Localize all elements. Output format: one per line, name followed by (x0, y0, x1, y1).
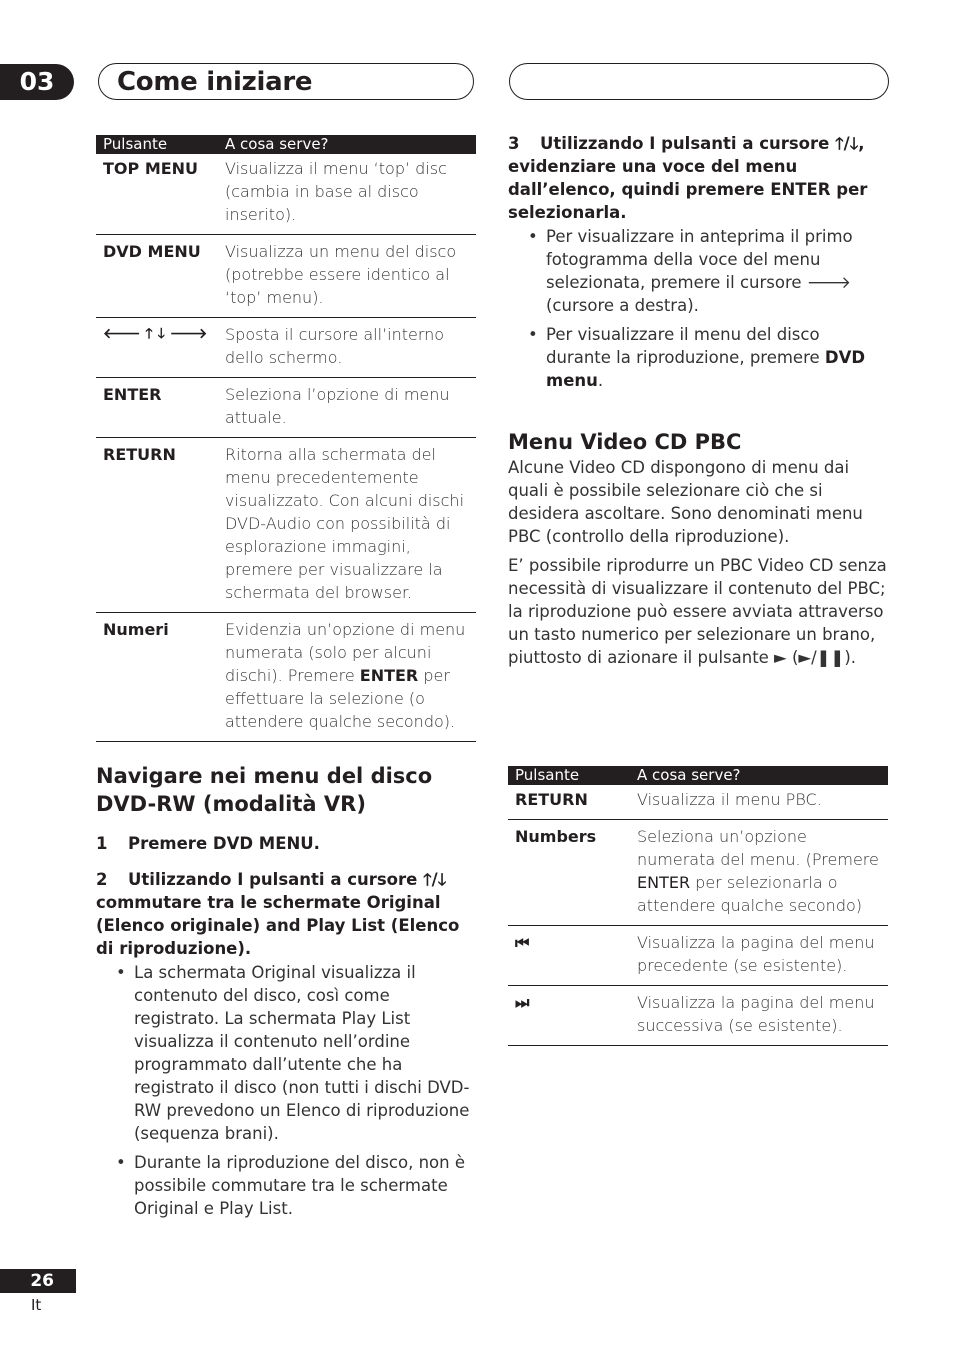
header-empty-box (509, 63, 889, 100)
bullet-list-vr (96, 961, 476, 1220)
table-row (96, 154, 476, 235)
chapter-number: 03 (0, 64, 74, 100)
desc-previous: Visualizza la pagina del menu precedente (se esistente). (637, 933, 875, 975)
chapter-title-box (98, 63, 474, 100)
page-number: 26 (0, 1269, 76, 1293)
desc-numbers: Seleziona un’opzione numerata del menu. (Premere ENTER per selezionarla o attendere qualche secondo) (637, 827, 879, 915)
next-icon: ⏭ (515, 993, 530, 1012)
section-heading-vr: Navigare nei menu del disco DVD-RW (modalità VR) (96, 764, 433, 816)
desc-return: Ritorna alla schermata del menu precedentemente visualizzato. Con alcuni dischi DVD-Audio con possibilità di esplorazione immagini, premere per visualizzare la schermata del browser. (225, 445, 465, 602)
table-row (96, 613, 476, 742)
table-row (96, 438, 476, 613)
arrow-keys-icon: 🡐 🡑 🡓 🡒 (103, 326, 208, 342)
section-pbc (508, 428, 888, 675)
button-table-1 (96, 135, 476, 742)
chapter-title: Come iniziare (117, 67, 313, 97)
desc-dvd-menu: Visualizza un menu del disco (potrebbe essere identico al ‘top’ menu). (225, 242, 457, 307)
bullet-list-step3 (508, 225, 888, 392)
key-top-menu: TOP MENU (103, 159, 199, 178)
key-dvd-menu: DVD MENU (103, 242, 201, 261)
key-numbers: Numbers (515, 827, 597, 846)
previous-icon: ⏮ (515, 933, 530, 952)
table-row (508, 926, 888, 986)
table-header-button: Pulsante (96, 135, 225, 154)
table-row (508, 986, 888, 1046)
list-item: • La schermata Original visualizza il contenuto del disco, così come registrato. La schermata Play List visualizza il contenuto nell’ordine programmato dall’utente che ha registrato il disco (non tutti i dischi DVD-RW prevedono un Elenco di riproduzione (sequenza brani). (96, 961, 476, 1145)
table-header-button: Pulsante (508, 766, 637, 785)
button-table-2 (508, 766, 888, 1046)
key-enter: ENTER (103, 385, 162, 404)
desc-next: Visualizza la pagina del menu successiva (se esistente). (637, 993, 875, 1035)
list-item: • Per visualizzare il menu del disco durante la riproduzione, premere DVD menu. (508, 323, 888, 392)
step-3-block (508, 132, 888, 398)
table-row (96, 318, 476, 378)
step-1: 1 Premere DVD MENU. (96, 834, 320, 853)
list-item: • Per visualizzare in anteprima il primo fotogramma della voce del menu selezionata, premere il cursore 🡒 (cursore a destra). (508, 225, 888, 317)
step-2: 2 Utilizzando I pulsanti a cursore 🡑/🡓 commutare tra le schermate Original (Elenco originale) and Play List (Elenco di riproduzione). (96, 870, 460, 958)
desc-numeri: Evidenzia un’opzione di menu numerata (solo per alcuni dischi). Premere ENTER per effettuare la selezione (o attendere qualche secondo). (225, 620, 466, 731)
table-header-purpose: A cosa serve? (637, 766, 888, 785)
list-item: • Durante la riproduzione del disco, non è possibile commutare tra le schermate Original e Play List. (96, 1151, 476, 1220)
table-row (96, 378, 476, 438)
desc-top-menu: Visualizza il menu ‘top’ disc (cambia in base al disco inserito). (225, 159, 447, 224)
table-header-purpose: A cosa serve? (225, 135, 476, 154)
key-return: RETURN (103, 445, 176, 464)
table-row (96, 235, 476, 318)
step-3: 3 Utilizzando I pulsanti a cursore 🡑/🡓, evidenziare una voce del menu dall’elenco, quindi premere ENTER per selezionarla. (508, 134, 868, 222)
paragraph: Alcune Video CD dispongono di menu dai quali è possibile selezionare ciò che si desidera ascoltare. Sono denominati menu PBC (controllo della riproduzione). (508, 458, 863, 546)
section-vr (96, 762, 476, 1226)
language-code: It (31, 1296, 42, 1314)
table-row (508, 820, 888, 926)
section-heading-pbc: Menu Video CD PBC (508, 430, 742, 454)
table-row (508, 785, 888, 820)
key-numeri: Numeri (103, 620, 169, 639)
desc-return: Visualizza il menu PBC. (637, 790, 822, 809)
paragraph: E’ possibile riprodurre un PBC Video CD senza necessità di visualizzare il contenuto del PBC; la riproduzione può essere avviata attraverso un tasto numerico per selezionare un brano, piuttosto di azionare il pulsante ► (►/❚❚). (508, 556, 887, 667)
desc-arrow-keys: Sposta il cursore all’interno dello schermo. (225, 325, 445, 367)
key-return: RETURN (515, 790, 588, 809)
desc-enter: Seleziona l’opzione di menu attuale. (225, 385, 450, 427)
